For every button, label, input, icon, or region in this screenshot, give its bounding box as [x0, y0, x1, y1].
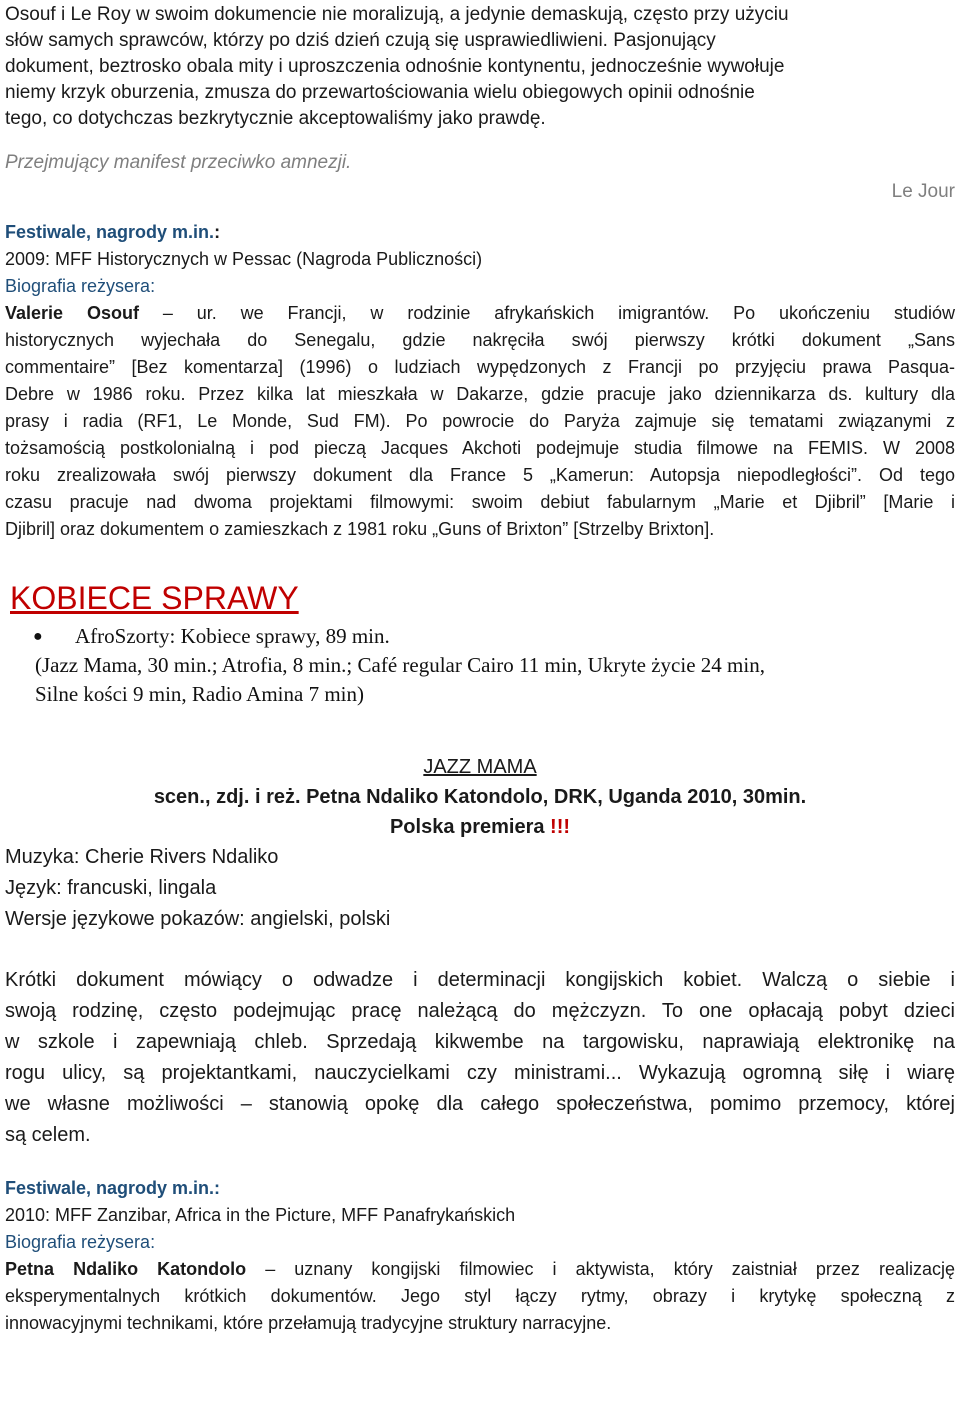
program-title: AfroSzorty: Kobiece sprawy, 89 min. — [75, 624, 390, 648]
program-films-cont: Silne kości 9 min, Radio Amina 7 min) — [35, 682, 364, 706]
bio-line: historycznych wyjechała do Senegalu, gdzie nakręciła swój pierwszy krótki dokument „Sans — [5, 330, 955, 350]
festivals-text: 2009: MFF Historycznych w Pessac (Nagroda Publiczności) — [5, 249, 483, 269]
film-title: JAZZ MAMA — [423, 756, 537, 778]
premiere-mark: !!! — [550, 816, 571, 838]
quote-text: Przejmujący manifest przeciwko amnezji. — [5, 152, 352, 173]
description-line: rogu ulicy, są projektantkami, nauczycielkami czy ministrami... Wykazują ogromną siłę i wiarę — [5, 1062, 955, 1084]
film-description — [5, 965, 955, 1151]
bio-line: eksperymentalnych krótkich dokumentów. Jego styl łączy rytmy, obrazy i krytykę społeczną z — [5, 1286, 955, 1306]
intro-line: słów samych sprawców, którzy po dziś dzień czują się usprawiedliwieni. Pasjonujący — [5, 30, 716, 51]
bio-line: Djibril] oraz dokumentem o zamieszkach z 1981 roku „Guns of Brixton” [Strzelby Brixton]. — [5, 519, 715, 539]
festivals-heading-colon: : — [214, 222, 221, 242]
bio-heading: Biografia reżysera: — [5, 276, 156, 296]
premiere-line — [5, 812, 955, 842]
bio-line: tożsamością postkolonialną i pod pieczą Jacques Akchoti podejmuje studia filmowe na FEMIS. W 2008 — [5, 438, 955, 458]
versions-info: Wersje językowe pokazów: angielski, polski — [5, 908, 391, 930]
bio-paragraph — [5, 300, 955, 543]
bio-line: roku zrealizowała swój pierwszy dokument dla France 5 „Kamerun: Autopsja niepodległości”. Od tego — [5, 465, 955, 485]
document-page — [5, 0, 955, 1337]
description-line: są celem. — [5, 1124, 91, 1146]
director-name: Valerie Osouf — [5, 303, 139, 323]
intro-paragraph — [5, 0, 955, 132]
festivals-heading-2: Festiwale, nagrody m.in.: — [5, 1178, 221, 1198]
bio-line: prasy i radia (RF1, Le Monde, Sud FM). Po powrocie do Paryża zajmuje się tematami związanymi z — [5, 411, 955, 431]
intro-line: Osouf i Le Roy w swoim dokumencie nie moralizują, a jedynie demaskują, często przy użyciu — [5, 4, 789, 25]
festivals-heading — [5, 219, 955, 246]
language-info: Język: francuski, lingala — [5, 877, 217, 899]
bio-line — [5, 1256, 955, 1283]
premiere-label: Polska premiera — [389, 816, 551, 838]
description-line: we własne możliwości – stanowią opokę dla całego społeczeństwa, pomimo przemocy, której — [5, 1093, 955, 1115]
bio-line: commentaire” [Bez komentarza] (1996) o ludziach wypędzonych z Francji po przyjęciu prawa Pasqua- — [5, 357, 955, 377]
bio-heading-2: Biografia reżysera: — [5, 1232, 156, 1252]
bio-dash: – — [246, 1259, 295, 1279]
intro-line: niemy krzyk oburzenia, zmusza do przewartościowania wielu obiegowych opinii odnośnie — [5, 82, 755, 103]
description-line: w szkole i zapewniają chleb. Sprzedają kikwembe na targowisku, naprawiają elektronikę na — [5, 1031, 955, 1053]
description-line: Krótki dokument mówiący o odwadze i determinacji kongijskich kobiet. Walczą o siebie i — [5, 969, 955, 991]
intro-line: tego, co dotychczas bezkrytycznie akceptowaliśmy jako prawdę. — [5, 108, 546, 129]
music-credit: Muzyka: Cherie Rivers Ndaliko — [5, 846, 279, 868]
bio-line — [5, 300, 955, 327]
bio-line: czasu pracuje nad dwoma projektami filmowymi: swoim debiut fabularnym „Marie et Djibril” [Marie i — [5, 492, 955, 512]
program-films: (Jazz Mama, 30 min.; Atrofia, 8 min.; Café regular Cairo 11 min, Ukryte życie 24 min, — [35, 653, 765, 677]
bio-text: ur. we Francji, w rodzinie afrykańskich imigrantów. Po ukończeniu studiów — [196, 303, 955, 323]
director-name-2: Petna Ndaliko Katondolo — [5, 1259, 247, 1279]
program-list-item — [5, 622, 955, 651]
bio-text: uznany kongijski filmowiec i aktywista, który zaistniał przez realizację — [294, 1259, 955, 1279]
bio-line: innowacyjnymi technikami, które przełamują tradycyjne struktury narracyjne. — [5, 1313, 612, 1333]
film-credits: scen., zdj. i reż. Petna Ndaliko Katondolo, DRK, Uganda 2010, 30min. — [153, 786, 807, 808]
quote-source: Le Jour — [891, 181, 955, 202]
festivals-text-2: 2010: MFF Zanzibar, Africa in the Picture, MFF Panafrykańskich — [5, 1205, 516, 1225]
section-title: KOBIECE SPRAWY — [10, 580, 299, 616]
bio-paragraph-2 — [5, 1256, 955, 1337]
bio-dash: – — [138, 303, 197, 323]
festivals-heading-label: Festiwale, nagrody m.in. — [5, 222, 215, 242]
bullet-icon: ● — [33, 628, 43, 645]
bio-line: Debre w 1986 roku. Przez kilka lat mieszkała w Dakarze, gdzie pracuje jako dziennikarza ds. kultury dla — [5, 384, 955, 404]
description-line: swoją rodzinę, często podejmując pracę należącą do mężczyzn. To one opłacają pobyt dzieci — [5, 1000, 955, 1022]
intro-line: dokument, beztrosko obala mity i uproszczenia odnośnie kontynentu, jednocześnie wywołuje — [5, 56, 785, 77]
